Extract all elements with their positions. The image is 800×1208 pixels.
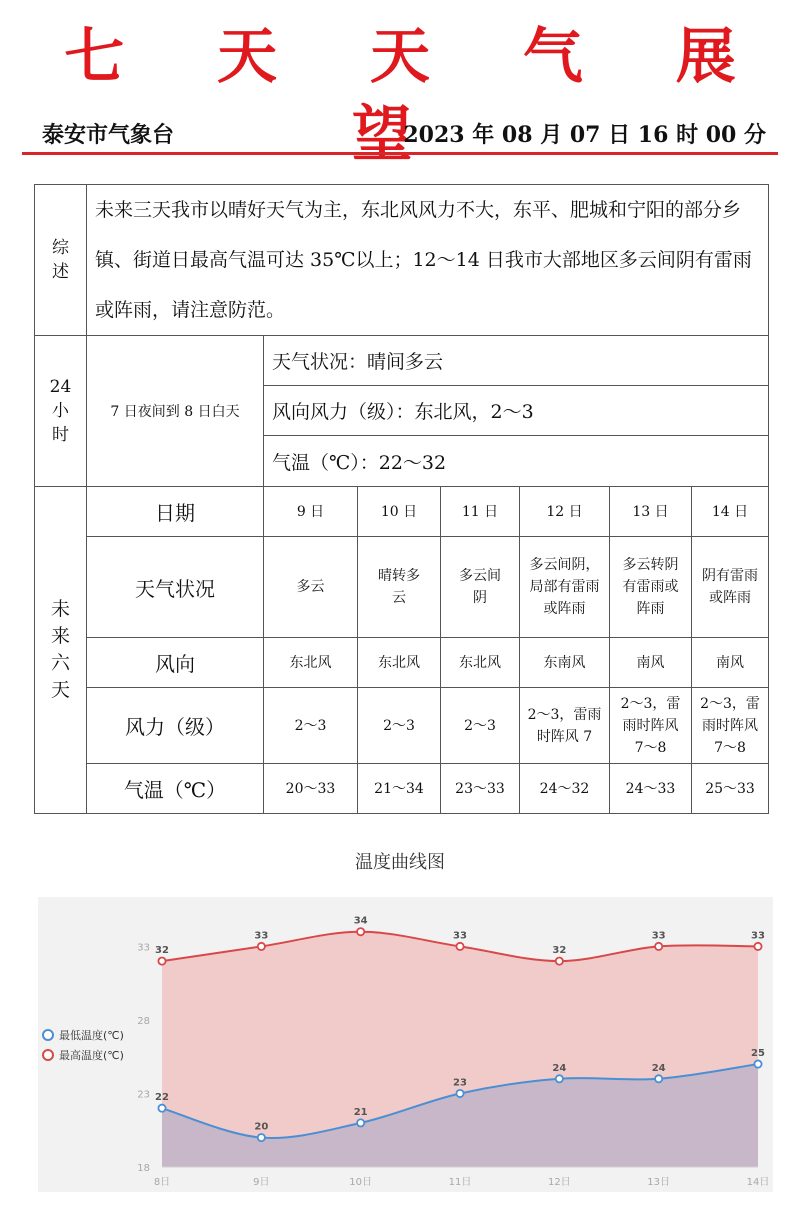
max-temp-data-label: 32 xyxy=(552,945,567,957)
day-wind-force: 2～3，雷雨时阵风 7 xyxy=(520,688,610,764)
h24-temp: 气温（℃）：22～32 xyxy=(264,436,769,487)
y-tick-label: 28 xyxy=(137,1015,150,1027)
min-temp-point xyxy=(258,1134,265,1141)
day-date: 9 日 xyxy=(264,487,358,537)
day-wind-force: 2～3 xyxy=(358,688,441,764)
header-condition: 天气状况 xyxy=(87,537,264,638)
header-temp: 气温（℃） xyxy=(87,764,264,814)
min-temp-data-label: 24 xyxy=(651,1062,666,1074)
h24-label-cell xyxy=(35,336,87,487)
header-wind-force: 风力（级） xyxy=(87,688,264,764)
h24-row-condition xyxy=(35,336,769,386)
max-temp-point xyxy=(655,943,662,950)
x-tick-label: 14日 xyxy=(746,1177,770,1188)
chart-title: 温度曲线图 xyxy=(355,852,445,873)
day-temp: 20～33 xyxy=(264,764,358,814)
temperature-chart xyxy=(38,897,773,1192)
max-temp-data-label: 33 xyxy=(751,930,765,942)
summary-label: 综述 xyxy=(52,238,69,282)
legend-min-temp-label: 最低温度(℃) xyxy=(59,1029,124,1042)
day-wind-dir: 南风 xyxy=(610,638,692,688)
day-date: 14 日 xyxy=(692,487,769,537)
x-tick-label: 8日 xyxy=(153,1177,171,1188)
day-condition: 多云间阴，局部有雷雨或阵雨 xyxy=(520,537,610,638)
day-wind-force: 2～3，雷雨时阵风 7～8 xyxy=(692,688,769,764)
day-temp: 24～32 xyxy=(520,764,610,814)
max-temp-point xyxy=(357,928,364,935)
issuer-bar xyxy=(22,118,778,155)
forecast-table xyxy=(34,184,769,814)
min-temp-point xyxy=(655,1075,662,1082)
h24-label: 24小时 xyxy=(49,377,72,445)
day-condition: 多云间阴 xyxy=(441,537,520,638)
temperature-chart-svg xyxy=(38,897,773,1192)
day-wind-dir: 东北风 xyxy=(264,638,358,688)
day-wind-force: 2～3 xyxy=(441,688,520,764)
max-temp-data-label: 34 xyxy=(353,915,368,927)
max-temp-point xyxy=(158,958,165,965)
max-temp-point xyxy=(754,943,761,950)
x-tick-label: 10日 xyxy=(349,1177,373,1188)
day-date: 12 日 xyxy=(520,487,610,537)
min-temp-data-label: 25 xyxy=(751,1048,765,1060)
min-temp-point xyxy=(158,1105,165,1112)
day-temp: 23～33 xyxy=(441,764,520,814)
max-temp-data-label: 33 xyxy=(453,930,467,942)
six-row-date xyxy=(35,487,769,537)
day-wind-dir: 东南风 xyxy=(520,638,610,688)
x-tick-label: 12日 xyxy=(547,1177,571,1188)
issuing-organization: 泰安市气象台 xyxy=(42,122,175,148)
day-date: 13 日 xyxy=(610,487,692,537)
day-date: 11 日 xyxy=(441,487,520,537)
max-temp-point xyxy=(258,943,265,950)
min-temp-point xyxy=(754,1060,761,1067)
legend-max-temp-label: 最高温度(℃) xyxy=(59,1049,124,1062)
max-temp-point xyxy=(456,943,463,950)
min-temp-point xyxy=(556,1075,563,1082)
min-temp-data-label: 24 xyxy=(552,1062,567,1074)
day-condition: 阴有雷雨或阵雨 xyxy=(692,537,769,638)
header-wind-dir: 风向 xyxy=(87,638,264,688)
x-tick-label: 13日 xyxy=(647,1177,671,1188)
day-temp: 24～33 xyxy=(610,764,692,814)
six-label-cell xyxy=(35,487,87,814)
day-temp: 21～34 xyxy=(358,764,441,814)
six-label: 未来六天 xyxy=(50,598,70,701)
six-row-wind-force xyxy=(35,688,769,764)
day-wind-dir: 东北风 xyxy=(441,638,520,688)
max-temp-data-label: 33 xyxy=(254,930,269,942)
x-tick-label: 11日 xyxy=(448,1177,472,1188)
min-temp-data-label: 21 xyxy=(353,1106,368,1118)
y-tick-label: 23 xyxy=(137,1089,150,1101)
page-title: 七 天 天 气 展 望 xyxy=(64,22,772,170)
max-temp-point xyxy=(556,958,563,965)
min-temp-point xyxy=(456,1090,463,1097)
h24-period: 7 日夜间到 8 日白天 xyxy=(87,336,264,487)
min-temp-data-label: 20 xyxy=(254,1121,269,1133)
day-temp: 25～33 xyxy=(692,764,769,814)
issue-time: 2023 年 08 月 07 日 16 时 00 分 xyxy=(403,122,766,148)
y-tick-label: 18 xyxy=(137,1163,150,1174)
min-temp-data-label: 23 xyxy=(453,1077,467,1089)
x-tick-label: 9日 xyxy=(253,1177,270,1188)
header-date: 日期 xyxy=(87,487,264,537)
six-row-wind-dir xyxy=(35,638,769,688)
day-condition: 多云转阴有雷雨或阵雨 xyxy=(610,537,692,638)
h24-condition: 天气状况：晴间多云 xyxy=(264,336,769,386)
day-date: 10 日 xyxy=(358,487,441,537)
day-wind-force: 2～3 xyxy=(264,688,358,764)
six-row-temp xyxy=(35,764,769,814)
day-condition: 多云 xyxy=(264,537,358,638)
summary-label-cell xyxy=(35,185,87,336)
legend-min-temp-icon xyxy=(43,1030,53,1040)
day-wind-dir: 东北风 xyxy=(358,638,441,688)
max-temp-data-label: 32 xyxy=(155,945,169,957)
y-tick-label: 33 xyxy=(137,942,150,954)
summary-row xyxy=(35,185,769,336)
min-temp-point xyxy=(357,1119,364,1126)
day-wind-force: 2～3，雷雨时阵风 7～8 xyxy=(610,688,692,764)
max-temp-data-label: 33 xyxy=(651,930,666,942)
six-row-condition xyxy=(35,537,769,638)
day-condition: 晴转多云 xyxy=(358,537,441,638)
min-temp-data-label: 22 xyxy=(155,1092,169,1104)
h24-wind: 风向风力（级）：东北风，2～3 xyxy=(264,386,769,436)
day-wind-dir: 南风 xyxy=(692,638,769,688)
summary-text: 未来三天我市以晴好天气为主，东北风风力不大，东平、肥城和宁阳的部分乡镇、街道日最高气温可达 35℃以上；12～14 日我市大部地区多云间阴有雷雨或阵雨，请注意防范。 xyxy=(87,185,769,336)
legend-max-temp-icon xyxy=(43,1050,53,1060)
